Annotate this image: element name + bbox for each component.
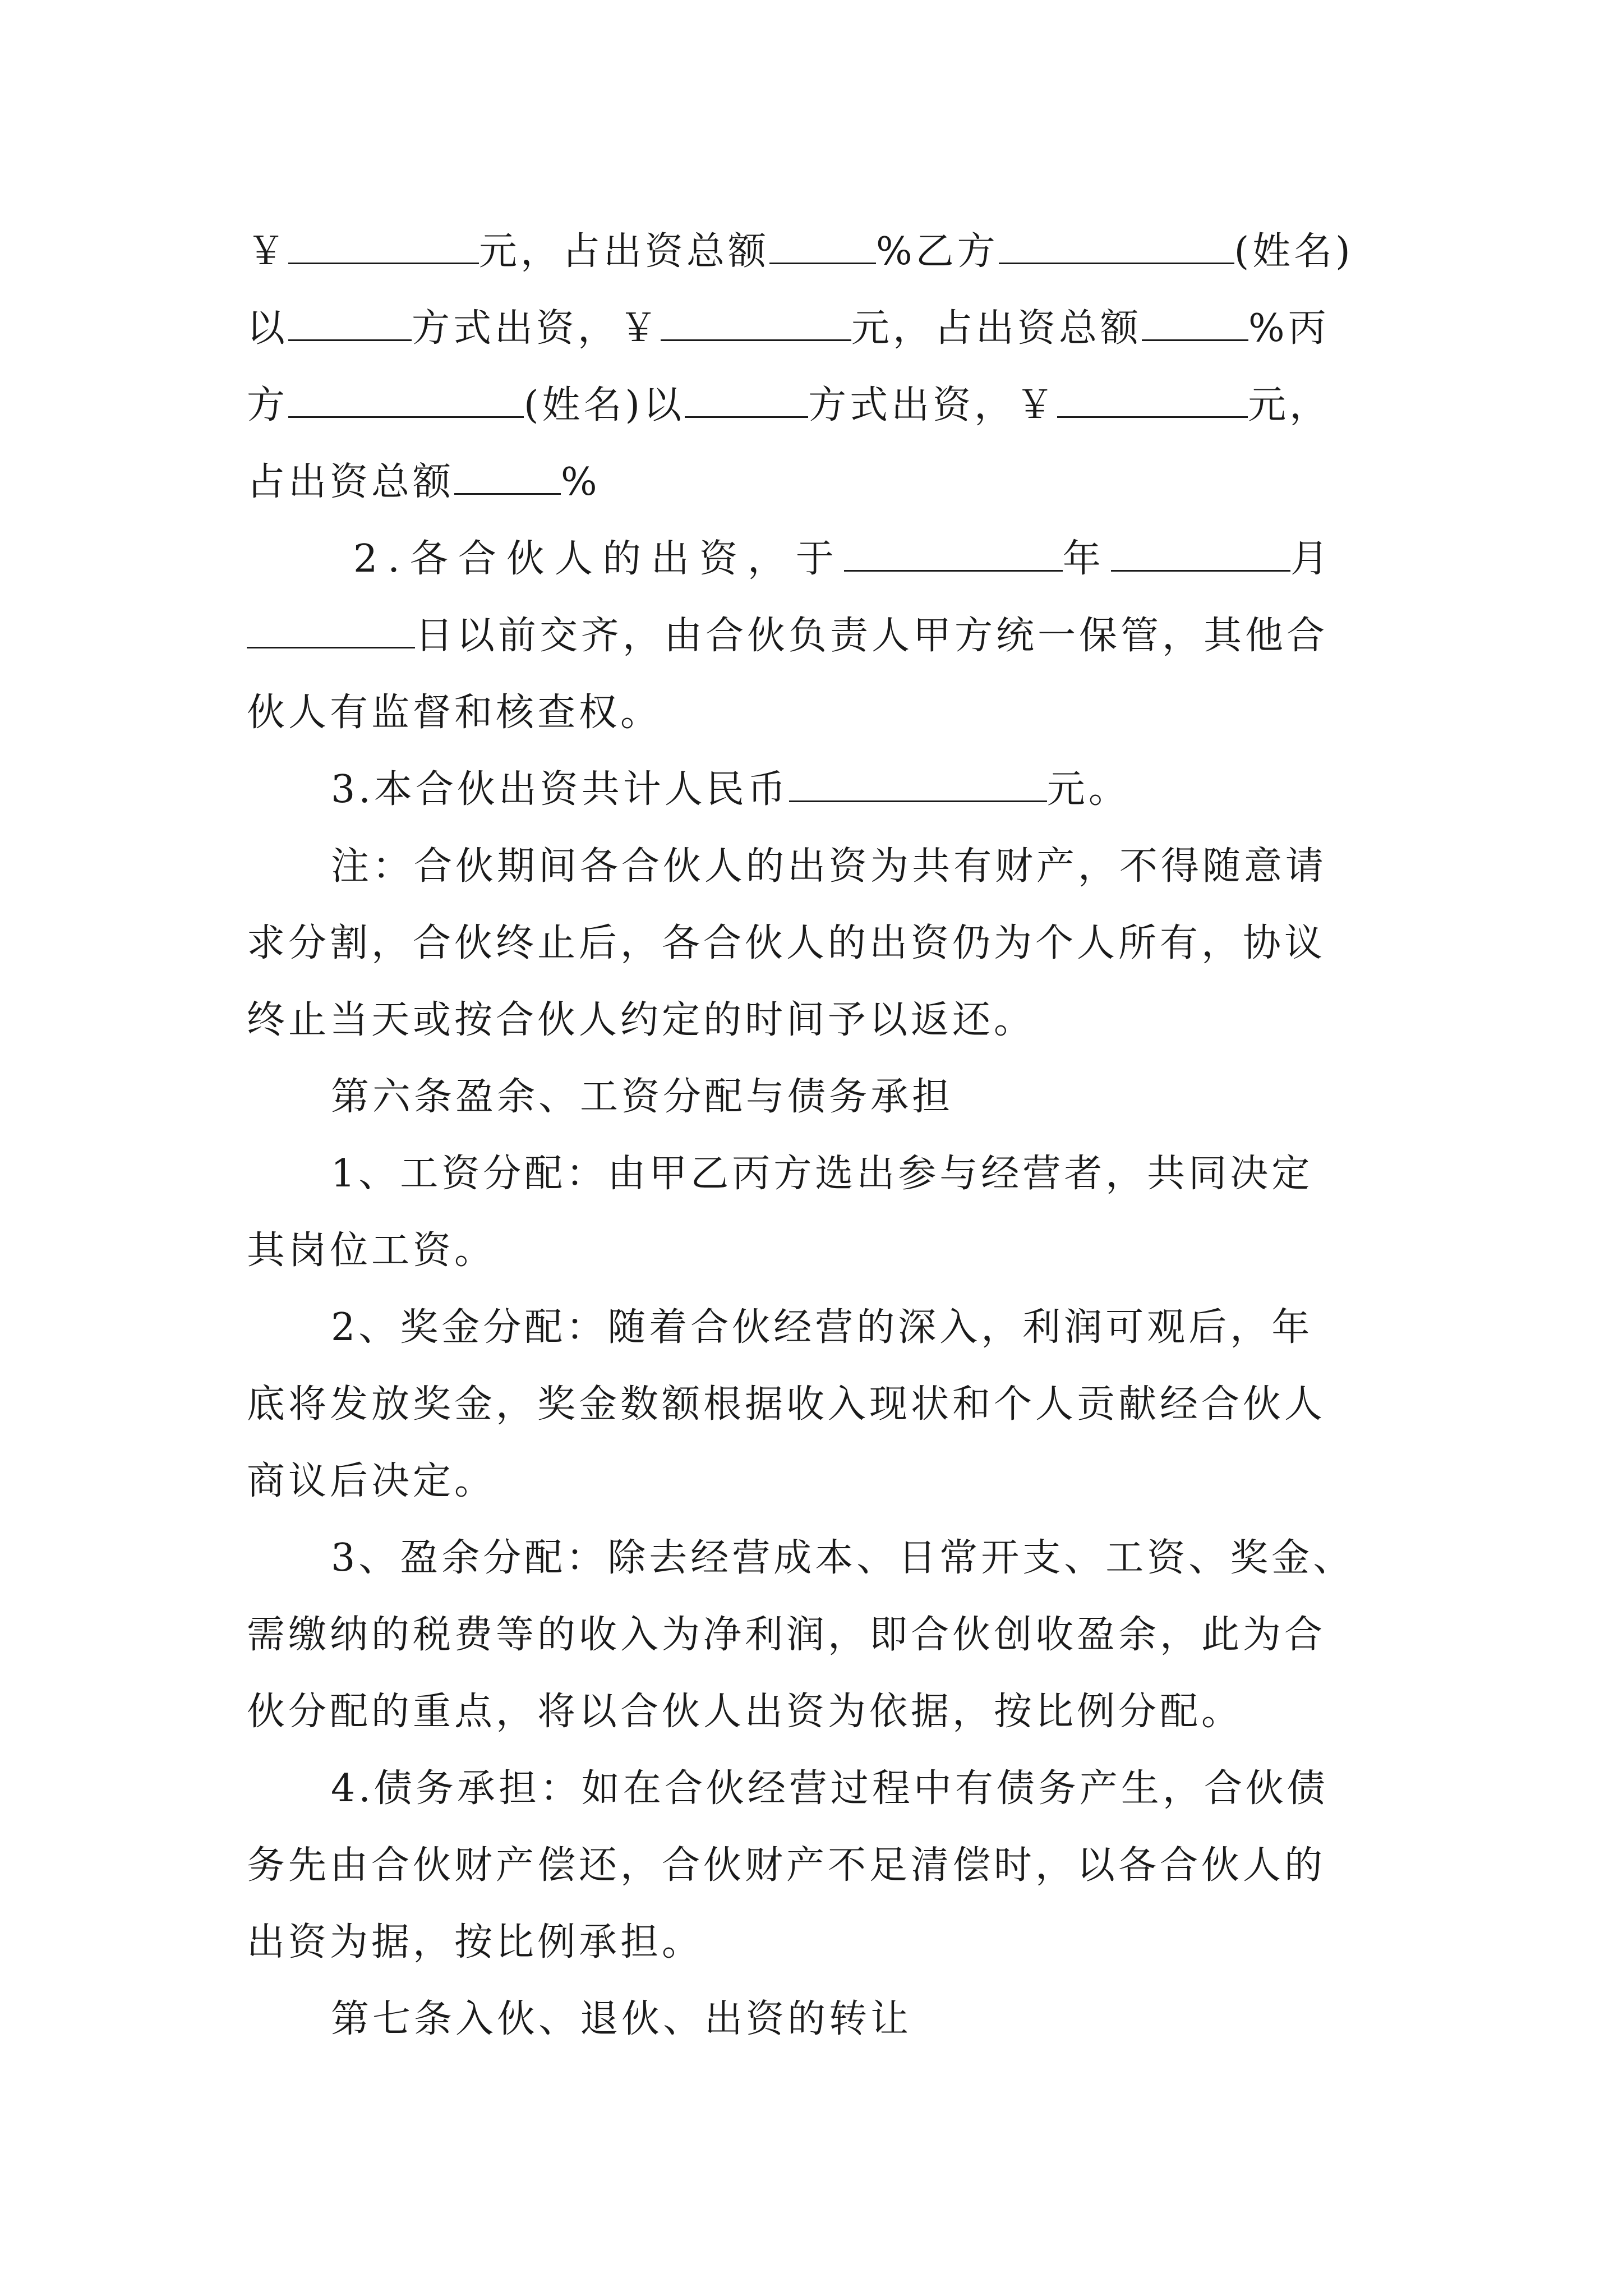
section-heading bbox=[247, 1981, 1374, 2058]
text-segment: 1、工资分配：由甲乙丙方选出参与经营者，共同决定 bbox=[331, 1152, 1313, 1196]
text-segment: 商议后决定。 bbox=[247, 1459, 496, 1503]
text-segment: 底将发放奖金，奖金数额根据收入现状和个人贡献经合伙人 bbox=[247, 1382, 1326, 1427]
text-segment: 求分割，合伙终止后，各合伙人的出资仍为个人所有，协议 bbox=[247, 921, 1326, 965]
text-segment: 2.各合伙人的出资，于 bbox=[353, 537, 844, 581]
blank-field bbox=[769, 229, 876, 264]
blank-field bbox=[1057, 383, 1248, 418]
text-line bbox=[247, 1520, 1374, 1596]
text-line bbox=[247, 213, 1374, 290]
text-segment: 方式出资，￥ bbox=[808, 383, 1058, 427]
text-segment: 务先由合伙财产偿还，合伙财产不足清偿时，以各合伙人的 bbox=[247, 1843, 1326, 1888]
text-line bbox=[247, 828, 1374, 905]
text-line bbox=[247, 1443, 1374, 1520]
text-segment: % bbox=[561, 460, 601, 504]
text-segment: ￥ bbox=[247, 229, 289, 274]
blank-field bbox=[789, 767, 1047, 802]
text-line bbox=[247, 905, 1374, 982]
text-segment: 元，占出资总额 bbox=[851, 306, 1142, 351]
text-segment: %乙方 bbox=[876, 229, 999, 274]
text-segment: 第七条入伙、退伙、出资的转让 bbox=[331, 1997, 912, 2041]
text-line bbox=[247, 674, 1374, 751]
text-segment: 元。 bbox=[1046, 767, 1130, 812]
text-segment: 3.本合伙出资共计人民币 bbox=[331, 767, 789, 812]
blank-field bbox=[454, 459, 561, 495]
text-segment: 方式出资，￥ bbox=[412, 306, 661, 351]
blank-field bbox=[661, 306, 851, 341]
text-line bbox=[247, 290, 1374, 367]
text-segment: (姓名) bbox=[1234, 229, 1354, 274]
text-line bbox=[247, 751, 1374, 828]
text-segment: 方 bbox=[247, 383, 289, 427]
text-segment: 4.债务承担：如在合伙经营过程中有债务产生，合伙债 bbox=[331, 1766, 1329, 1811]
blank-field bbox=[844, 536, 1063, 572]
text-line bbox=[247, 1366, 1374, 1443]
text-segment: 第六条盈余、工资分配与债务承担 bbox=[331, 1075, 954, 1119]
text-line bbox=[247, 1289, 1374, 1366]
blank-field bbox=[685, 383, 808, 418]
text-segment: 出资为据，按比例承担。 bbox=[247, 1920, 704, 1964]
text-line bbox=[247, 1827, 1374, 1904]
text-line bbox=[247, 1135, 1374, 1212]
text-segment: 3、盈余分配：除去经营成本、日常开支、工资、奖金、 bbox=[331, 1536, 1355, 1580]
text-segment: 注：合伙期间各合伙人的出资为共有财产，不得随意请 bbox=[331, 844, 1327, 889]
text-segment: 以 bbox=[247, 306, 289, 351]
blank-field bbox=[288, 383, 524, 418]
text-segment: 日以前交齐，由合伙负责人甲方统一保管，其他合 bbox=[415, 614, 1329, 658]
text-line bbox=[247, 521, 1374, 597]
text-segment: 其岗位工资。 bbox=[247, 1228, 496, 1273]
text-line bbox=[247, 597, 1374, 674]
text-line bbox=[247, 982, 1374, 1059]
text-line bbox=[247, 367, 1374, 444]
blank-field bbox=[288, 229, 479, 264]
text-segment: 终止当天或按合伙人约定的时间予以返还。 bbox=[247, 998, 1036, 1042]
text-segment: 伙人有监督和核查权。 bbox=[247, 691, 662, 735]
text-line bbox=[247, 1212, 1374, 1289]
text-segment: 需缴纳的税费等的收入为净利润，即合伙创收盈余，此为合 bbox=[247, 1613, 1326, 1657]
blank-field bbox=[1142, 306, 1248, 341]
blank-field bbox=[288, 306, 412, 341]
text-line bbox=[247, 1596, 1374, 1673]
blank-field bbox=[999, 229, 1234, 264]
text-segment: 年 bbox=[1062, 537, 1111, 581]
text-line bbox=[247, 1750, 1374, 1827]
section-heading bbox=[247, 1059, 1374, 1135]
blank-field bbox=[1111, 536, 1290, 572]
blank-field bbox=[247, 613, 415, 648]
text-segment: 占出资总额 bbox=[247, 460, 455, 504]
text-segment: 伙分配的重点，将以合伙人出资为依据，按比例分配。 bbox=[247, 1690, 1243, 1734]
text-line bbox=[247, 1673, 1374, 1750]
text-segment: 月 bbox=[1290, 537, 1339, 581]
text-segment: 元，占出资总额 bbox=[479, 229, 770, 274]
document-body bbox=[247, 213, 1374, 2058]
text-line bbox=[247, 444, 1374, 521]
text-line bbox=[247, 1904, 1374, 1981]
text-segment: 元， bbox=[1248, 383, 1331, 427]
text-segment: 2、奖金分配：随着合伙经营的深入，利润可观后，年 bbox=[331, 1305, 1313, 1350]
text-segment: (姓名)以 bbox=[524, 383, 685, 427]
text-segment: %丙 bbox=[1248, 306, 1330, 351]
